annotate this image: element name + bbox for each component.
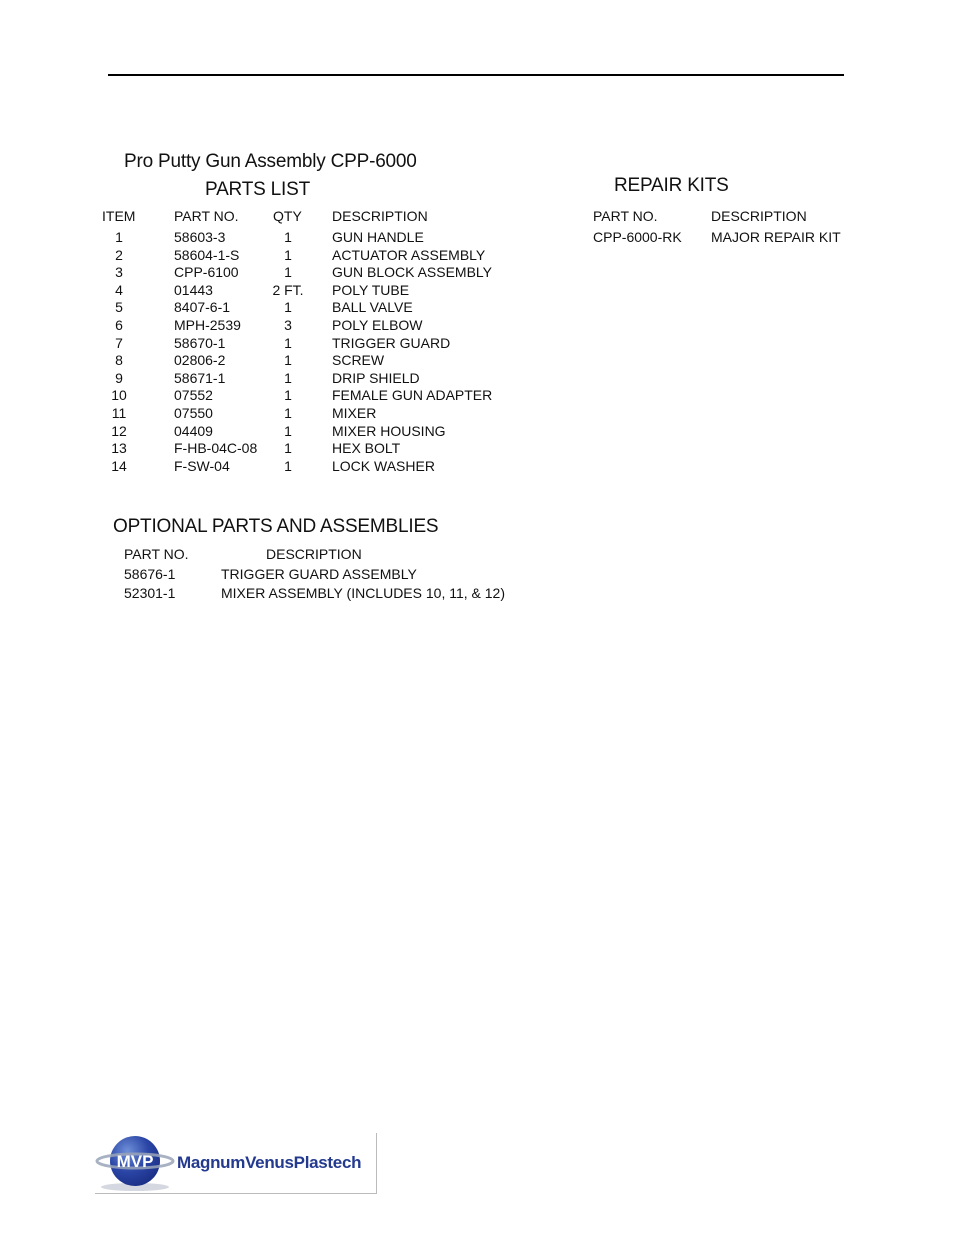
col-header-description: DESCRIPTION xyxy=(332,208,428,224)
part-description: POLY ELBOW xyxy=(332,317,423,333)
quantity: 1 xyxy=(284,405,292,421)
assembly-title: Pro Putty Gun Assembly CPP-6000 xyxy=(124,151,417,172)
item-number: 12 xyxy=(111,422,127,439)
quantity: 1 xyxy=(284,264,292,281)
part-number: 58670-1 xyxy=(174,334,226,351)
part-number: F-SW-04 xyxy=(174,457,230,474)
part-number: CPP-6100 xyxy=(174,264,239,281)
repair-kit-description: MAJOR REPAIR KIT xyxy=(711,229,841,245)
col-header-item: ITEM xyxy=(102,208,136,224)
quantity: 1 xyxy=(284,422,292,439)
part-description: BALL VALVE xyxy=(332,299,413,316)
quantity: 1 xyxy=(284,387,292,404)
item-number: 5 xyxy=(115,299,123,316)
part-description: LOCK WASHER xyxy=(332,457,435,474)
repair-col-header-part-no: PART NO. xyxy=(593,208,658,224)
item-number: 8 xyxy=(115,352,123,369)
col-header-qty: QTY xyxy=(273,208,302,224)
quantity: 2 FT. xyxy=(272,281,304,298)
item-number: 4 xyxy=(115,281,123,298)
repair-kits-title: REPAIR KITS xyxy=(614,175,729,196)
part-number: 58604-1-S xyxy=(174,246,240,263)
parts-list-title: PARTS LIST xyxy=(205,179,310,200)
quantity: 1 xyxy=(284,369,292,386)
logo-company-name: MagnumVenusPlastech xyxy=(177,1153,362,1172)
optional-part-number: 52301-1 xyxy=(124,584,176,601)
optional-col-header-part-no: PART NO. xyxy=(124,546,189,562)
mvp-globe-icon xyxy=(95,1133,177,1193)
part-description: FEMALE GUN ADAPTER xyxy=(332,387,493,404)
part-number: 8407-6-1 xyxy=(174,299,231,316)
part-number: MPH-2539 xyxy=(174,317,241,333)
part-description: HEX BOLT xyxy=(332,440,401,457)
item-number: 6 xyxy=(115,317,123,333)
part-description: GUN HANDLE xyxy=(332,229,424,245)
item-number: 3 xyxy=(115,264,123,281)
optional-part-description: MIXER ASSEMBLY (INCLUDES 10, 11, & 12) xyxy=(221,584,505,601)
quantity: 1 xyxy=(284,246,292,263)
repair-col-header-description: DESCRIPTION xyxy=(711,208,807,224)
item-number: 11 xyxy=(111,405,127,421)
quantity: 1 xyxy=(284,299,292,316)
part-description: ACTUATOR ASSEMBLY xyxy=(332,246,486,263)
part-description: TRIGGER GUARD xyxy=(332,334,451,351)
item-number: 13 xyxy=(111,440,127,457)
company-logo xyxy=(95,1133,377,1194)
item-number: 2 xyxy=(115,246,123,263)
item-number: 1 xyxy=(115,229,123,245)
logo-badge-text: MVP xyxy=(116,1152,154,1171)
part-number: F-HB-04C-08 xyxy=(174,440,258,457)
part-number: 02806-2 xyxy=(174,352,226,369)
repair-kit-part-number: CPP-6000-RK xyxy=(593,229,682,245)
part-number: 07550 xyxy=(174,405,213,421)
optional-part-description: TRIGGER GUARD ASSEMBLY xyxy=(221,566,417,582)
quantity: 1 xyxy=(284,440,292,457)
quantity: 1 xyxy=(284,334,292,351)
part-description: DRIP SHIELD xyxy=(332,369,420,386)
item-number: 7 xyxy=(115,334,123,351)
part-number: 04409 xyxy=(174,422,213,439)
optional-part-number: 58676-1 xyxy=(124,566,176,582)
quantity: 1 xyxy=(284,457,292,474)
header-rule xyxy=(108,74,844,76)
part-number: 07552 xyxy=(174,387,213,404)
quantity: 3 xyxy=(284,317,292,333)
part-description: MIXER xyxy=(332,405,377,421)
item-number: 9 xyxy=(115,369,123,386)
part-number: 58671-1 xyxy=(174,369,226,386)
quantity: 1 xyxy=(284,229,292,245)
item-number: 14 xyxy=(111,457,127,474)
item-number: 10 xyxy=(111,387,127,404)
col-header-part-no: PART NO. xyxy=(174,208,239,224)
part-description: GUN BLOCK ASSEMBLY xyxy=(332,264,493,281)
optional-parts-title: OPTIONAL PARTS AND ASSEMBLIES xyxy=(113,516,439,537)
part-description: MIXER HOUSING xyxy=(332,422,446,439)
part-description: SCREW xyxy=(332,352,385,369)
part-description: POLY TUBE xyxy=(332,281,410,298)
quantity: 1 xyxy=(284,352,292,369)
part-number: 01443 xyxy=(174,281,213,298)
part-number: 58603-3 xyxy=(174,229,226,245)
optional-col-header-description: DESCRIPTION xyxy=(266,546,362,562)
